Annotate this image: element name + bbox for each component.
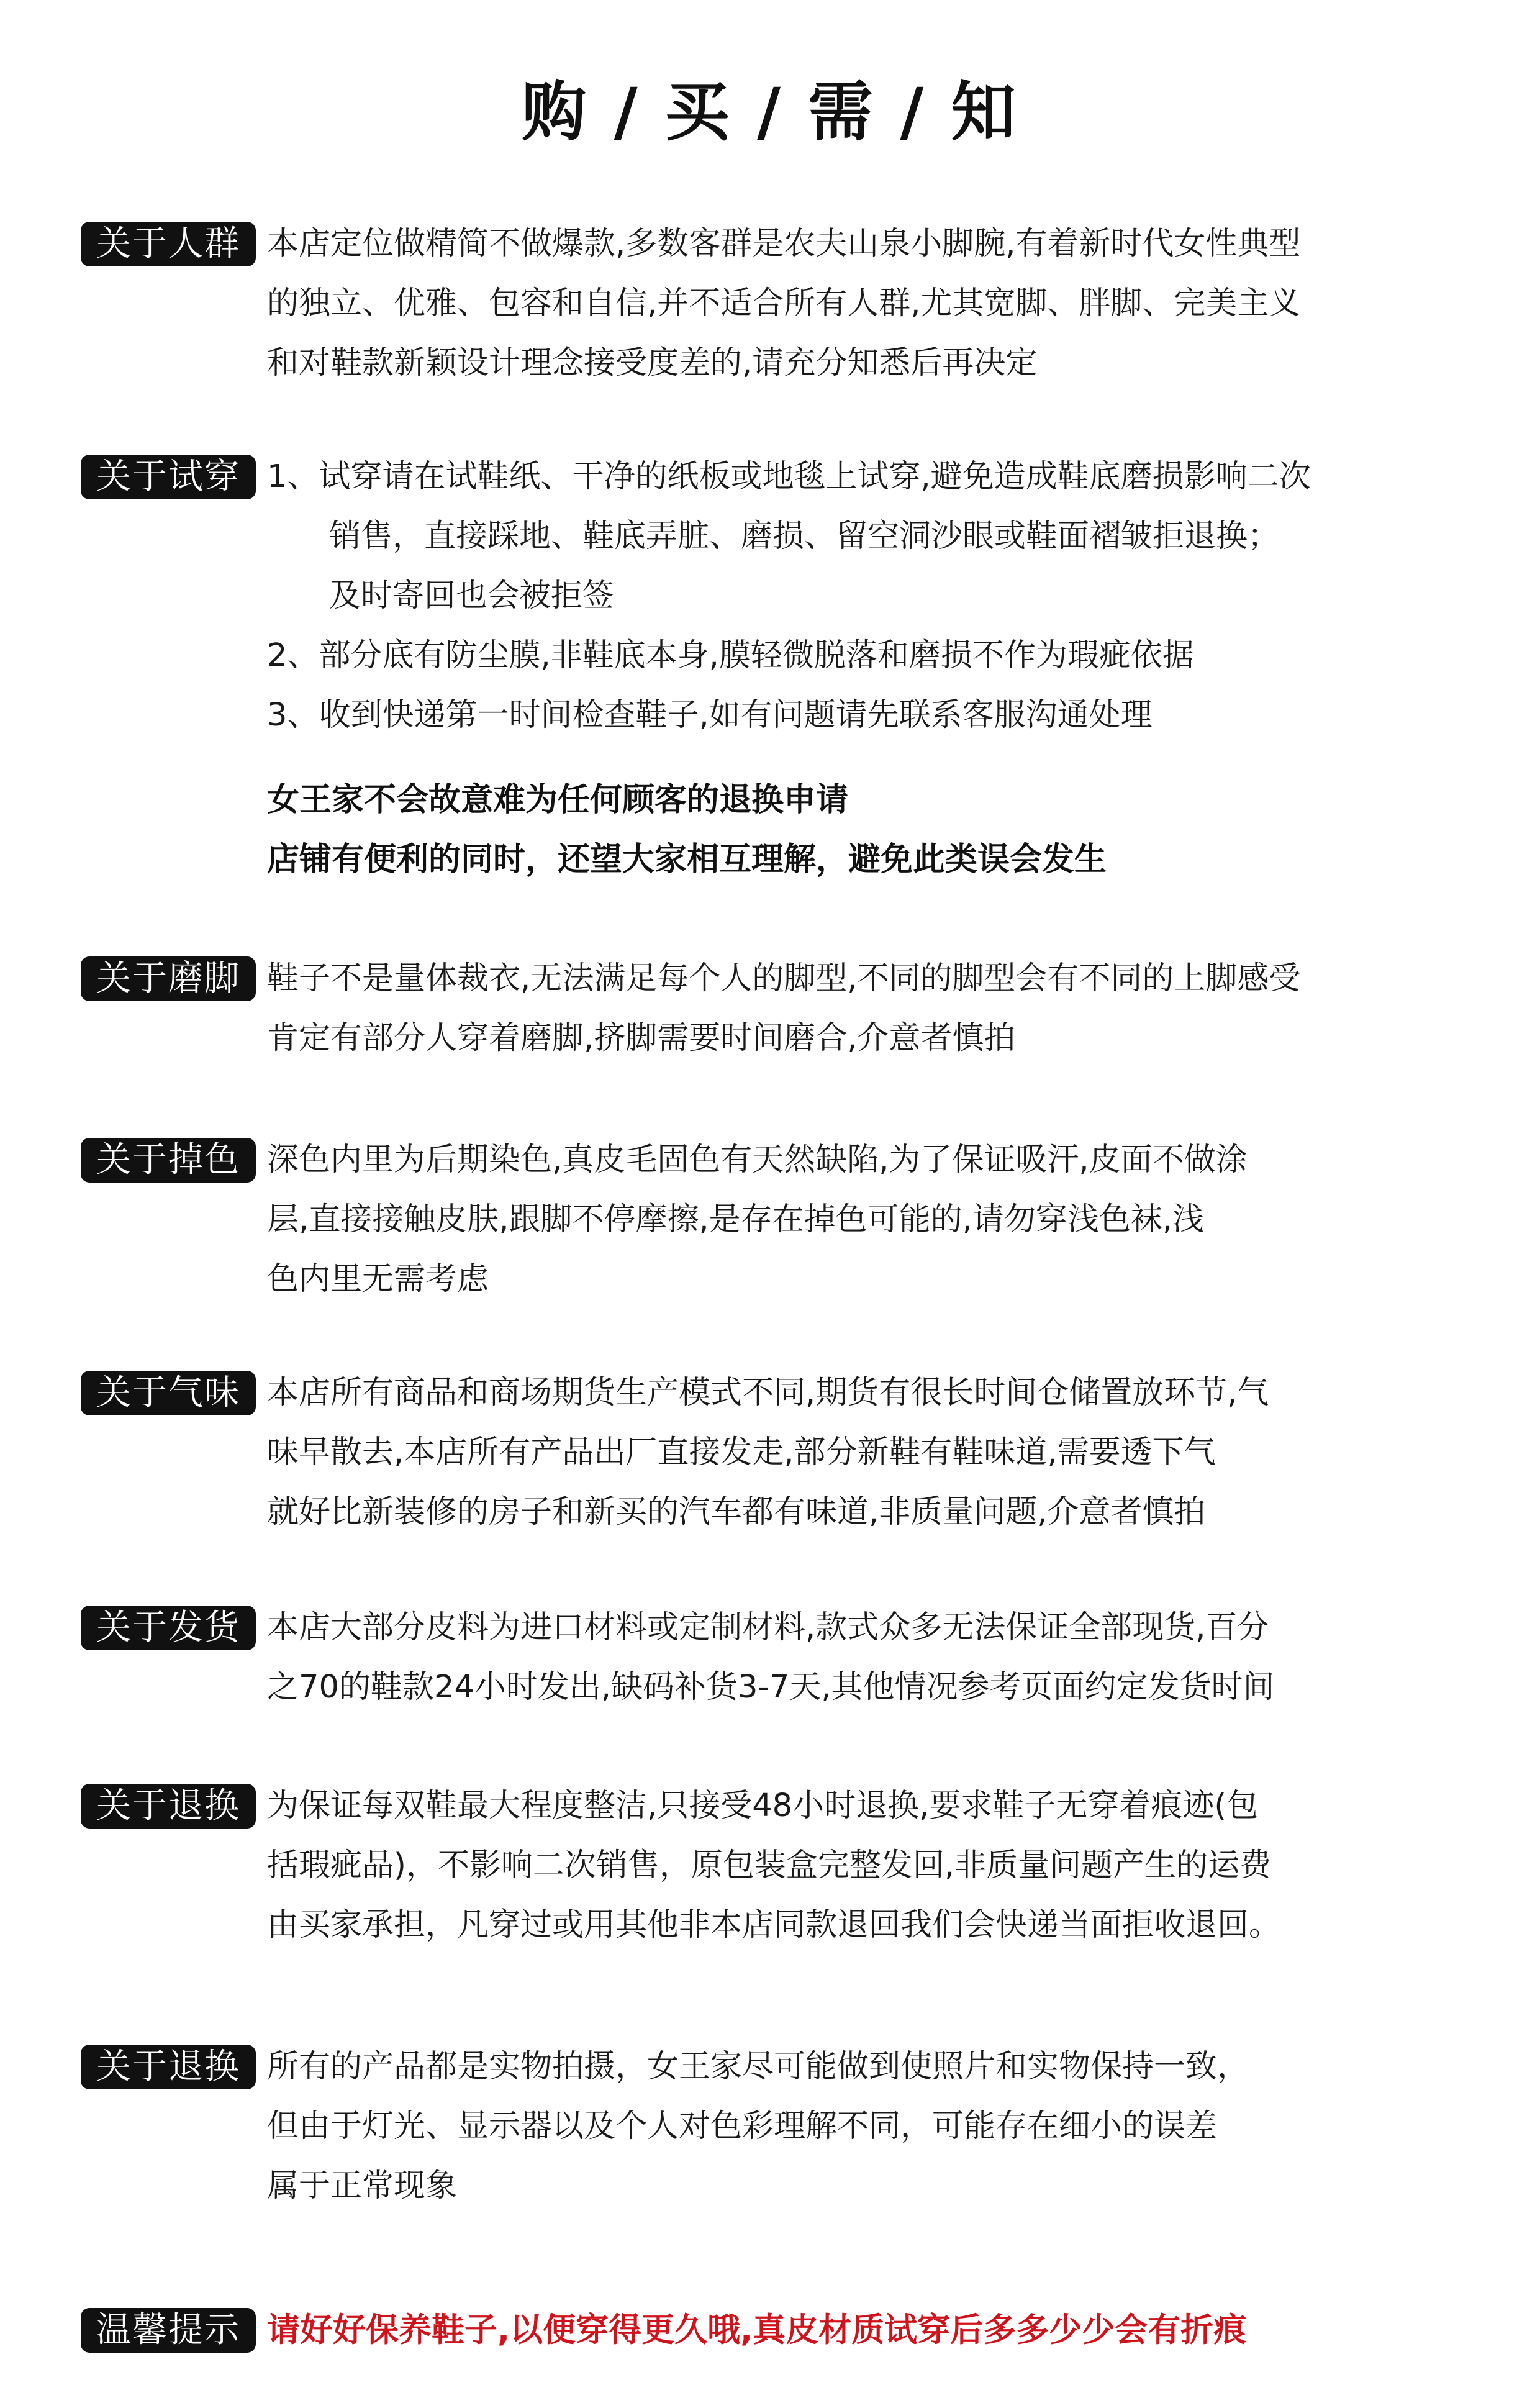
body-line: 3、收到快递第一时间检查鞋子,如有问题请先联系客服沟通处理 bbox=[267, 697, 1153, 734]
body-line: 销售，直接踩地、鞋底弄脏、磨损、留空洞沙眼或鞋面褶皱拒退换； bbox=[329, 518, 1280, 555]
body-line: 的独立、优雅、包容和自信,并不适合所有人群,尤其宽脚、胖脚、完美主义 bbox=[267, 285, 1301, 322]
body-line: 本店定位做精简不做爆款,多数客群是农夫山泉小脚腕,有着新时代女性典型 bbox=[267, 225, 1301, 262]
body-line: 和对鞋款新颖设计理念接受度差的,请充分知悉后再决定 bbox=[267, 345, 1038, 381]
section-body bbox=[267, 2037, 1469, 2216]
notice-body bbox=[267, 770, 1469, 889]
section-tag: 温馨提示 bbox=[81, 2308, 256, 2353]
section-body bbox=[267, 1130, 1469, 1309]
section-body bbox=[267, 214, 1469, 393]
body-line: 层,直接接触皮肤,跟脚不停摩擦,是存在掉色可能的,请勿穿浅色袜,浅 bbox=[267, 1201, 1205, 1238]
warning-line: 请好好保养鞋子,以便穿得更久哦,真皮材质试穿后多多少少会有折痕 bbox=[267, 2311, 1247, 2349]
section-tag: 关于试穿 bbox=[81, 455, 256, 499]
body-line: 所有的产品都是实物拍摄，女王家尽可能做到使照片和实物保持一致， bbox=[267, 2048, 1249, 2085]
section-body bbox=[267, 1598, 1469, 1717]
section-tag: 关于磨脚 bbox=[81, 956, 256, 1001]
body-line: 本店大部分皮料为进口材料或定制材料,款式众多无法保证全部现货,百分 bbox=[267, 1609, 1269, 1646]
section-tag: 关于掉色 bbox=[81, 1138, 256, 1183]
body-line: 为保证每双鞋最大程度整洁,只接受48小时退换,要求鞋子无穿着痕迹(包 bbox=[267, 1788, 1259, 1824]
body-line: 之70的鞋款24小时发出,缺码补货3-7天,其他情况参考页面约定发货时间 bbox=[267, 1669, 1275, 1706]
section-tag: 关于发货 bbox=[81, 1606, 256, 1650]
notice-line: 女王家不会故意难为任何顾客的退换申请 bbox=[267, 781, 849, 819]
body-line: 及时寄回也会被拒签 bbox=[329, 578, 615, 614]
body-line: 括瑕疵品)，不影响二次销售，原包装盒完整发回,非质量问题产生的运费 bbox=[267, 1847, 1272, 1884]
body-line: 2、部分底有防尘膜,非鞋底本身,膜轻微脱落和磨损不作为瑕疵依据 bbox=[267, 637, 1194, 674]
body-line: 本店所有商品和商场期货生产模式不同,期货有很长时间仓储置放环节,气 bbox=[267, 1374, 1269, 1411]
body-line: 肯定有部分人穿着磨脚,挤脚需要时间磨合,介意者慎拍 bbox=[267, 1020, 1016, 1056]
section-tag: 关于人群 bbox=[81, 222, 256, 266]
body-line: 但由于灯光、显示器以及个人对色彩理解不同，可能存在细小的误差 bbox=[267, 2108, 1218, 2145]
body-line: 味早散去,本店所有产品出厂直接发走,部分新鞋有鞋味道,需要透下气 bbox=[267, 1434, 1216, 1471]
body-line: 1、试穿请在试鞋纸、干净的纸板或地毯上试穿,避免造成鞋底磨损影响二次 bbox=[267, 458, 1311, 495]
section-body bbox=[267, 1776, 1469, 1955]
body-line: 就好比新装修的房子和新买的汽车都有味道,非质量问题,介意者慎拍 bbox=[267, 1494, 1206, 1530]
body-line: 鞋子不是量体裁衣,无法满足每个人的脚型,不同的脚型会有不同的上脚感受 bbox=[267, 960, 1301, 997]
page-title: 购 / 买 / 需 / 知 bbox=[522, 74, 1018, 150]
body-line: 属于正常现象 bbox=[267, 2168, 458, 2204]
section-tag: 关于退换 bbox=[81, 1784, 256, 1828]
section-tag: 关于气味 bbox=[81, 1371, 256, 1415]
body-line: 深色内里为后期染色,真皮毛固色有天然缺陷,为了保证吸汗,皮面不做涂 bbox=[267, 1142, 1248, 1178]
section-tag: 关于退换 bbox=[81, 2045, 256, 2089]
section-body bbox=[267, 949, 1469, 1068]
section-body bbox=[267, 447, 1469, 745]
body-line: 由买家承担，凡穿过或用其他非本店同款退回我们会快递当面拒收退回。 bbox=[267, 1907, 1281, 1943]
section-body bbox=[267, 2301, 1469, 2360]
section-body bbox=[267, 1363, 1469, 1542]
notice-line: 店铺有便利的同时，还望大家相互理解，避免此类误会发生 bbox=[267, 841, 1107, 878]
body-line: 色内里无需考虑 bbox=[267, 1261, 489, 1297]
